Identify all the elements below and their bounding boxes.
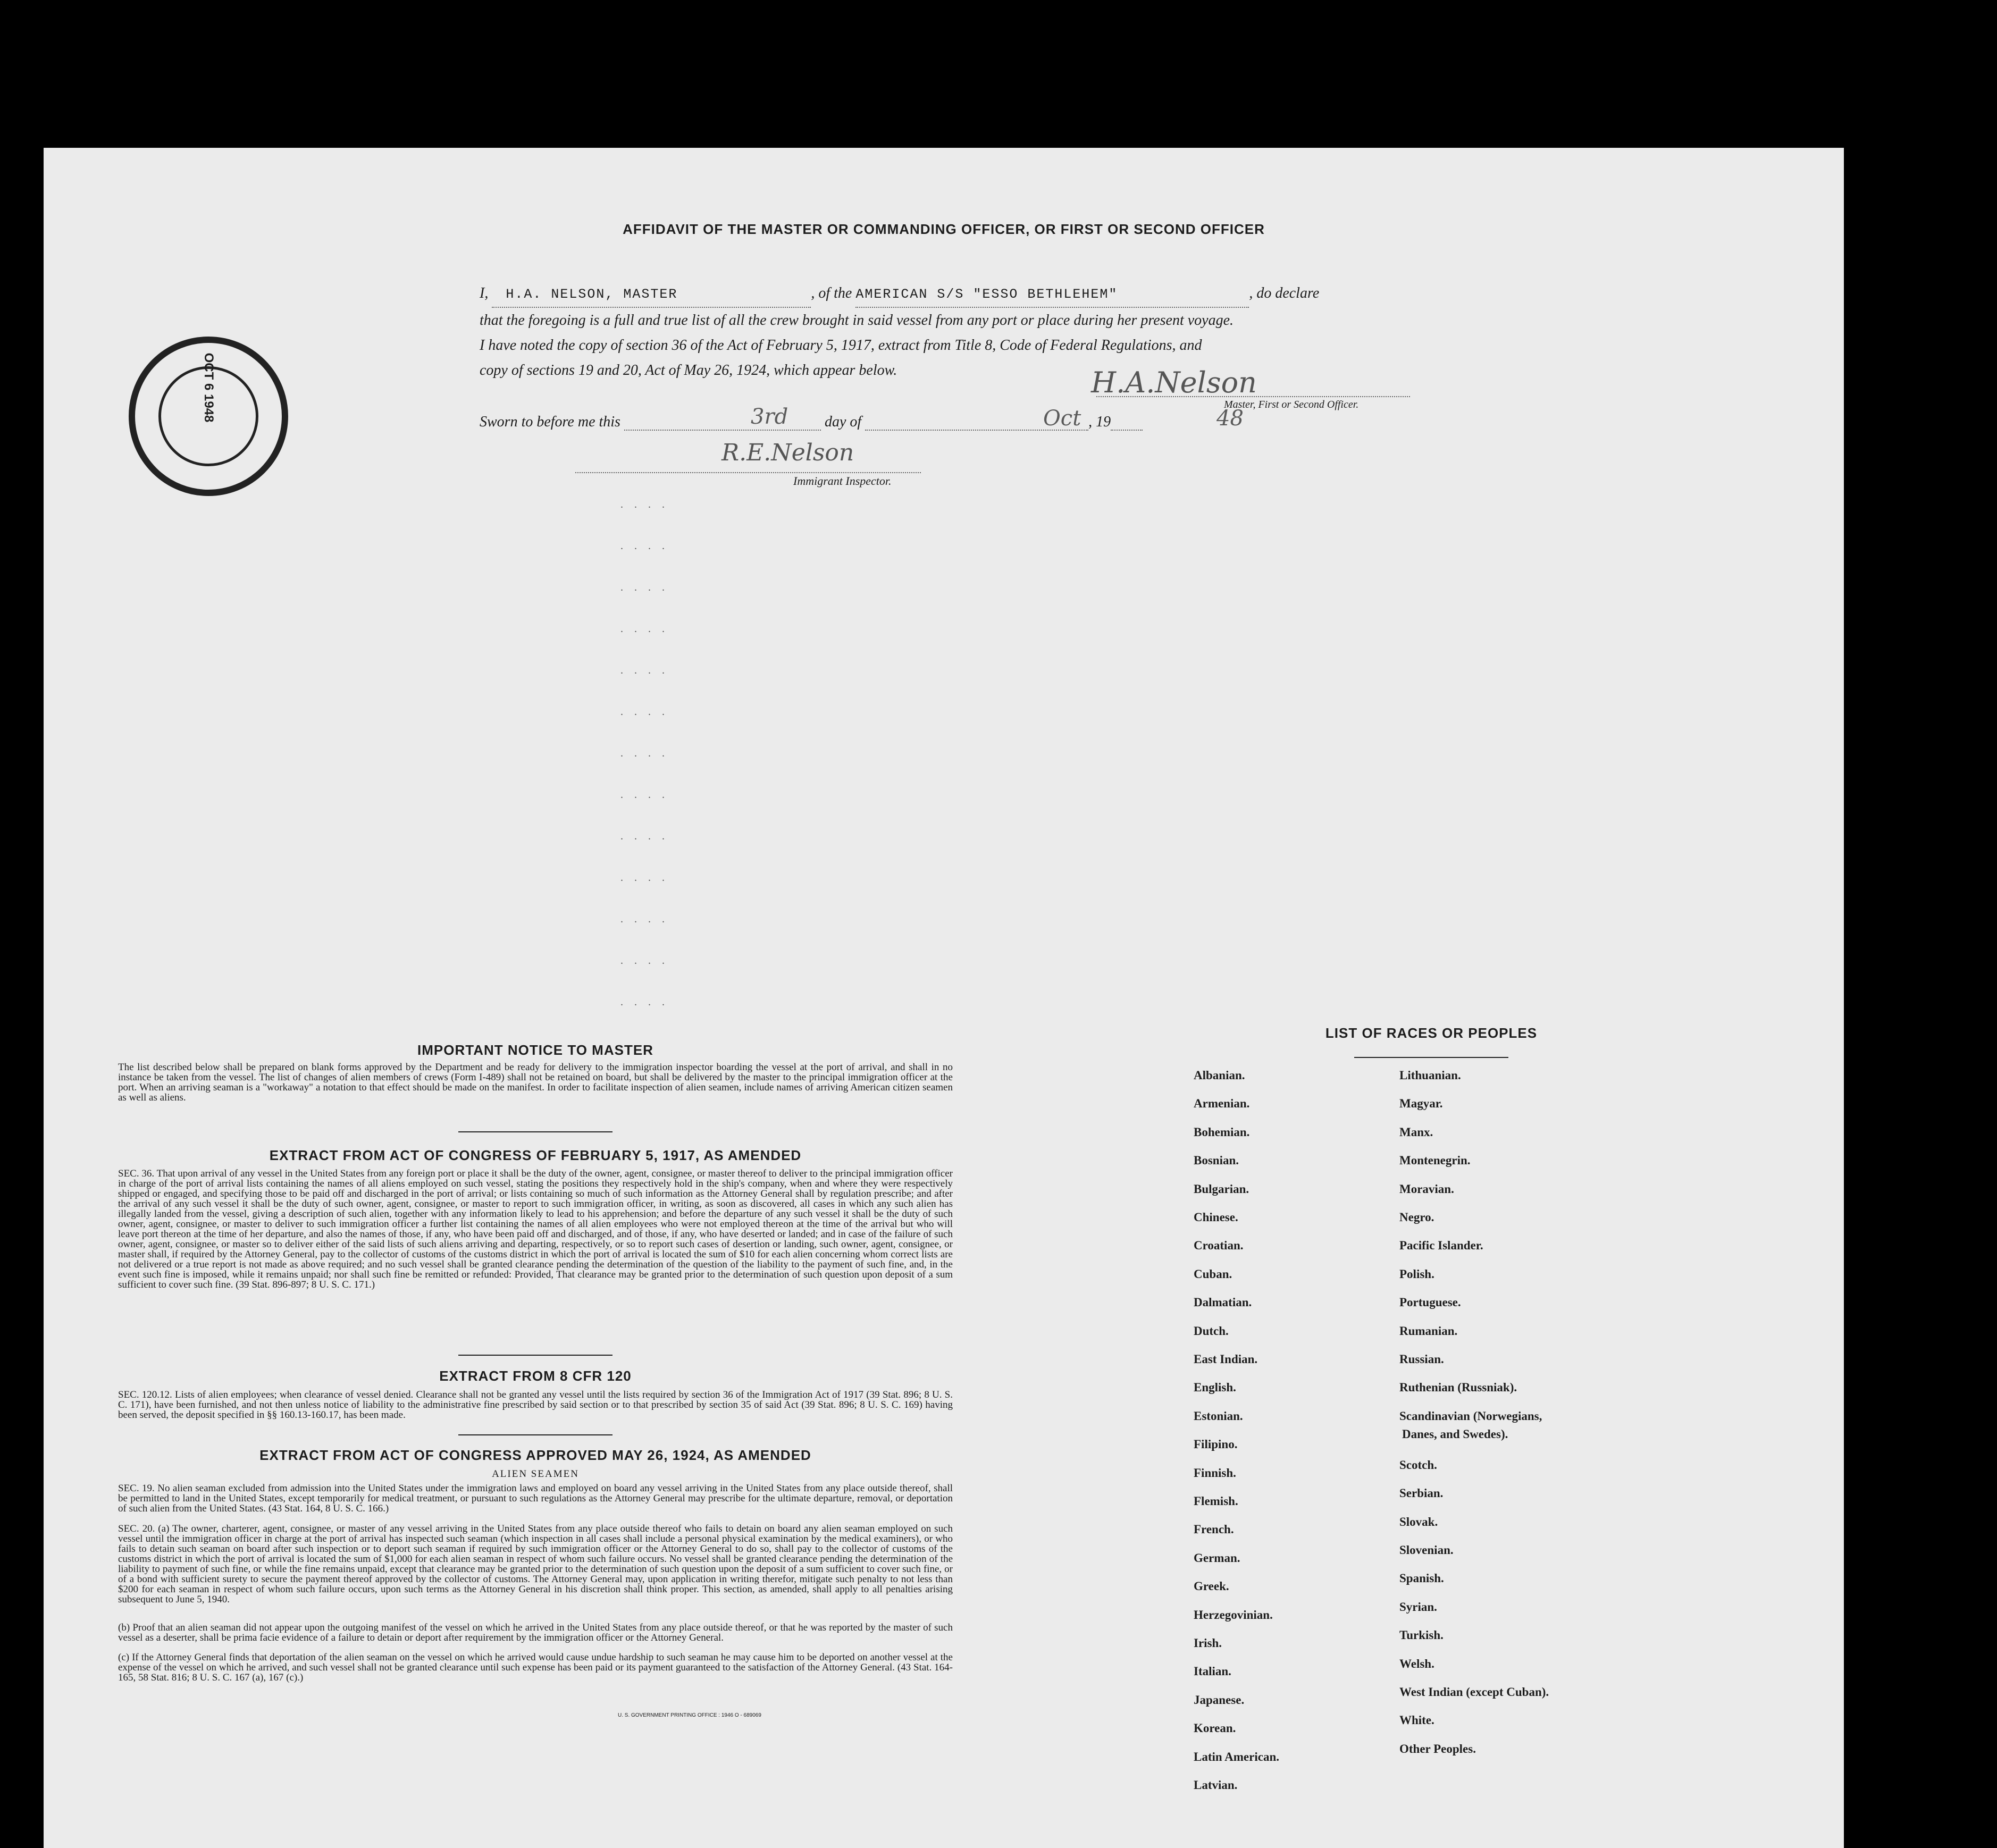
extract-1917-heading: EXTRACT FROM ACT OF CONGRESS OF FEBRUARY 5, 1917, AS AMENDED [269, 1147, 802, 1163]
affidavit-of-the: , of the [811, 285, 852, 301]
section-rule [458, 1131, 612, 1132]
dot-row: . . . . [620, 582, 669, 593]
race-item: West Indian (except Cuban). [1399, 1685, 1549, 1699]
race-item: White. [1399, 1713, 1434, 1727]
dot-row: . . . . [620, 623, 669, 635]
race-item: Albanian. [1194, 1069, 1245, 1082]
dot-row: . . . . [620, 706, 669, 718]
race-item: Polish. [1399, 1267, 1434, 1281]
race-item: Pacific Islander. [1399, 1239, 1483, 1253]
dot-row: . . . . [620, 499, 669, 510]
race-item: Irish. [1194, 1636, 1222, 1650]
race-item: Spanish. [1399, 1572, 1444, 1585]
race-item: Other Peoples. [1399, 1742, 1476, 1755]
dot-row: . . . . [620, 996, 669, 1008]
extract-cfr-body: SEC. 120.12. Lists of alien employees; when clearance of vessel denied. Clearance shall not be granted any vessel until the lists required by section 36 of the Immigration Act of 1917 (39 Stat. 896; 8 U. S. C. 171), have been furnished, and not then unless notice of liability to the administrative fine prescribed by said section or to that prescribed by section 35 of said Act (39 Stat. 896; 8 U. S. C. 169) having been served, the deposit specified in §§ 160.13-160.17, has been made. [118, 1389, 953, 1421]
dot-row: . . . . [620, 913, 669, 925]
race-item: Scotch. [1399, 1458, 1437, 1472]
race-item: Syrian. [1399, 1600, 1437, 1614]
race-item: Scandinavian (Norwegians, [1399, 1409, 1542, 1423]
sworn-year-prefix: , 19 [1088, 414, 1111, 430]
notice-heading: IMPORTANT NOTICE TO MASTER [417, 1042, 653, 1058]
inspector-line [575, 472, 921, 473]
vessel-name-field: AMERICAN S/S "ESSO BETHLEHEM" [855, 287, 1118, 302]
extract-cfr-heading: EXTRACT FROM 8 CFR 120 [439, 1368, 632, 1384]
sworn-month-value: Oct [1043, 406, 1081, 431]
affidavit-text [480, 281, 1484, 383]
notice-body: The list described below shall be prepared on blank forms approved by the Department and be ready for delivery to the immigration inspector boarding the vessel at the port of arrival, and shall in no instance be taken from the vessel. The list of changes of alien members of crews (Form I-489) shall not be retained on board, but shall be delivered by the master to the principal immigration officer at the port. When an arriving seaman is a "workaway" a notation to that effect should be made on the manifest. In order to facilitate inspection of alien seamen, include names of arriving American citizen seamen as well as aliens. [118, 1062, 953, 1103]
affidavit-declare: , do declare [1249, 285, 1320, 301]
race-item: East Indian. [1194, 1353, 1258, 1366]
sworn-year-blank [1111, 414, 1143, 431]
affidavit-pronoun: I, [480, 285, 489, 301]
race-item: Filipino. [1194, 1438, 1238, 1451]
race-item: Ruthenian (Russniak). [1399, 1381, 1517, 1395]
race-item: Korean. [1194, 1721, 1236, 1735]
inspector-signature: R.E.Nelson [721, 439, 854, 466]
race-item: Flemish. [1194, 1494, 1238, 1508]
race-item: French. [1194, 1523, 1234, 1536]
affidavit-line-4: copy of sections 19 and 20, Act of May 26, 1924, which appear below. [480, 362, 897, 379]
race-item: Dalmatian. [1194, 1296, 1252, 1309]
race-item: Magyar. [1399, 1097, 1443, 1111]
race-item: Bulgarian. [1194, 1182, 1249, 1196]
sworn-day-label: day of [824, 414, 862, 430]
race-item: Moravian. [1399, 1182, 1454, 1196]
race-item: Welsh. [1399, 1657, 1434, 1670]
master-signature: H.A.Nelson [1091, 366, 1257, 399]
signature-label: Master, First or Second Officer. [1224, 399, 1359, 410]
section-rule [458, 1355, 612, 1356]
dot-row: . . . . [620, 665, 669, 676]
alien-seamen-subheading: ALIEN SEAMEN [492, 1468, 579, 1480]
master-name-field: H.A. NELSON, MASTER [506, 287, 678, 302]
race-item: Manx. [1399, 1125, 1433, 1139]
sworn-prefix: Sworn to before me this [480, 414, 620, 430]
race-item: Japanese. [1194, 1693, 1245, 1707]
sworn-day-blank [624, 414, 821, 431]
document-page [44, 148, 1844, 1848]
sec19-text: SEC. 19. No alien seaman excluded from admission into the United States under the immigration laws and employed on board any vessel arriving in the United States from any place outside thereof, shall be permitted to land in the United States, except temporarily for medical treatment, or pursuant to such regulations as the Attorney General may prescribe for the ultimate departure, removal, or deportation of such alien from the United States. (43 Stat. 164, 8 U. S. C. 166.) [118, 1483, 953, 1514]
sec20b-text: (b) Proof that an alien seaman did not appear upon the outgoing manifest of the vessel on which he arrived in the United States from any place outside thereof, or that he was reported by the master of such vessel as a deserter, shall be prima facie evidence of a failure to detain or deport after requirement by the immigration officer or the Attorney General. [118, 1622, 953, 1643]
sec20c-text: (c) If the Attorney General finds that deportation of the alien seaman on the vessel on which he arrived would cause undue hardship to such seaman he may cause him to be deported on another vessel at the expense of the vessel on which he arrived, and such vessel shall not be granted clearance until such expense has been paid or its payment guaranteed to the satisfaction of the Attorney General. (43 Stat. 164-165, 58 Stat. 816; 8 U. S. C. 167 (a), 167 (c).) [118, 1652, 953, 1683]
race-item: Montenegrin. [1399, 1154, 1471, 1167]
race-item: Greek. [1194, 1580, 1229, 1593]
race-item: Bosnian. [1194, 1154, 1239, 1167]
stamp-date: OCT 6 1948 [202, 352, 216, 423]
dot-row: . . . . [620, 747, 669, 759]
race-item: Negro. [1399, 1211, 1434, 1224]
affidavit-line-1 [480, 281, 1484, 308]
race-item: Dutch. [1194, 1324, 1229, 1338]
affidavit-line-2: that the foregoing is a full and true list of all the crew brought in said vessel from any port or place during her present voyage. [480, 312, 1234, 329]
section-rule [458, 1434, 612, 1435]
dot-row: . . . . [620, 872, 669, 884]
dot-row: . . . . [620, 955, 669, 967]
race-item: Slovak. [1399, 1515, 1438, 1528]
dot-row: . . . . [620, 540, 669, 552]
races-rule [1354, 1057, 1508, 1058]
race-item: Chinese. [1194, 1211, 1238, 1224]
race-item: Croatian. [1194, 1239, 1244, 1253]
immigration-stamp [129, 337, 288, 496]
extract-1924-heading: EXTRACT FROM ACT OF CONGRESS APPROVED MAY 26, 1924, AS AMENDED [259, 1447, 811, 1463]
dot-row: . . . . [620, 789, 669, 801]
signature-line [1096, 396, 1410, 397]
sec20a-text: SEC. 20. (a) The owner, charterer, agent, consignee, or master of any vessel arriving in the United States from any place outside thereof who fails to detain on board any alien seaman employed on such vessel until the immigration officer in charge at the port of arrival has inspected such seaman (which inspection in all cases shall include a personal physical examination by the medical examiners), or who fails to detain such seaman on board after such inspection or to deport such seaman if required by such immigration officer or the Attorney General to do so, shall pay to the collector of customs of the customs district in which the port of arrival is located the sum of $1,000 for each alien seaman in respect of whom such failure occurs. No vessel shall be granted clearance pending the determination of the liability to payment of such fine, or while the fine remains unpaid, except that clearance may be granted prior to the determination of such question upon the deposit of a sum sufficient to cover such fine, or of a bond with sufficient surety to secure the payment thereof approved by the collector of customs. The Attorney General may, upon application in writing therefor, mitigate such penalty to not less than $200 for each seaman in respect of whom such failure occurs, upon such terms as the Attorney General in his discretion shall think proper. This section, as amended, shall apply to all penalties arising subsequent to June 5, 1940. [118, 1523, 953, 1605]
race-item: Rumanian. [1399, 1324, 1458, 1338]
race-item: Finnish. [1194, 1466, 1236, 1480]
race-item: English. [1194, 1381, 1236, 1395]
race-item: Armenian. [1194, 1097, 1250, 1111]
dot-row: . . . . [620, 830, 669, 842]
race-item: Estonian. [1194, 1409, 1243, 1423]
race-item: Serbian. [1399, 1486, 1444, 1500]
race-item: Portuguese. [1399, 1296, 1461, 1309]
printer-imprint: U. S. GOVERNMENT PRINTING OFFICE : 1946 O - 689069 [618, 1712, 761, 1718]
sworn-day-value: 3rd [751, 405, 788, 429]
page-title: AFFIDAVIT OF THE MASTER OR COMMANDING OFFICER, OR FIRST OR SECOND OFFICER [623, 221, 1265, 237]
race-item: Cuban. [1194, 1267, 1232, 1281]
race-item: Russian. [1399, 1353, 1444, 1366]
race-item: Lithuanian. [1399, 1069, 1461, 1082]
inspector-label: Immigrant Inspector. [793, 474, 892, 488]
races-heading: LIST OF RACES OR PEOPLES [1325, 1025, 1538, 1041]
race-item: Slovenian. [1399, 1543, 1454, 1557]
race-item: Italian. [1194, 1665, 1231, 1678]
extract-1917-body: SEC. 36. That upon arrival of any vessel in the United States from any foreign port or place it shall be the duty of the owner, agent, consignee, or master thereof to deliver to the principal immigration officer in charge of the port of arrival lists containing the names of all aliens employed on such vessel, stating the positions they respectively hold in the ship's company, when and where they were respectively shipped or engaged, and specifying those to be paid off and discharged in the port of arrival; or lists containing so much of such information as the Attorney General shall by regulation prescribe; and after the arrival of any such vessel it shall be the duty of such owner, agent, consignee, or master to report to such immigration officer, in writing, as soon as discovered, all cases in which any such alien has illegally landed from the vessel, giving a description of such alien, together with any information likely to lead to his apprehension; and before the departure of any such vessel it shall be the duty of such owner, agent, consignee, or master to deliver to such immigration officer a further list containing the names of all alien employees who were not employed thereon at the time of the arrival but who will leave port thereon at the time of her departure, and also the names of those, if any, who have been paid off and discharged, and of those, if any, who have deserted or landed; and in case of the failure of such owner, agent, consignee, or master so to deliver either of the said lists of such aliens arriving and departing, respectively, or so to report such cases of desertion or landing, such owner, agent, consignee, or master shall, if required by the Attorney General, pay to the collector of customs of the customs district in which the port of arrival is located the sum of $10 for each alien concerning whom correct lists are not delivered or a true report is not made as above required; and no such vessel shall be granted clearance pending the determination of the question of the liability to the payment of such fine, and, in the event such fine is imposed, while it remains unpaid; nor shall such fine be remitted or refunded: Provided, That clearance may be granted prior to the determination of such question upon deposit of a sum sufficient to cover such fine. (39 Stat. 896-897; 8 U. S. C. 171.) [118, 1168, 953, 1290]
race-item: Latin American. [1194, 1750, 1279, 1763]
race-item: German. [1194, 1551, 1240, 1565]
race-item: Latvian. [1194, 1778, 1238, 1792]
race-item: Herzegovinian. [1194, 1608, 1273, 1622]
sworn-year-value: 48 [1216, 406, 1244, 431]
race-item: Bohemian. [1194, 1125, 1250, 1139]
race-item: Danes, and Swedes). [1402, 1427, 1508, 1441]
race-item: Turkish. [1399, 1628, 1444, 1642]
affidavit-line-3: I have noted the copy of section 36 of the Act of February 5, 1917, extract from Title 8, Code of Federal Regulations, and [480, 337, 1202, 354]
